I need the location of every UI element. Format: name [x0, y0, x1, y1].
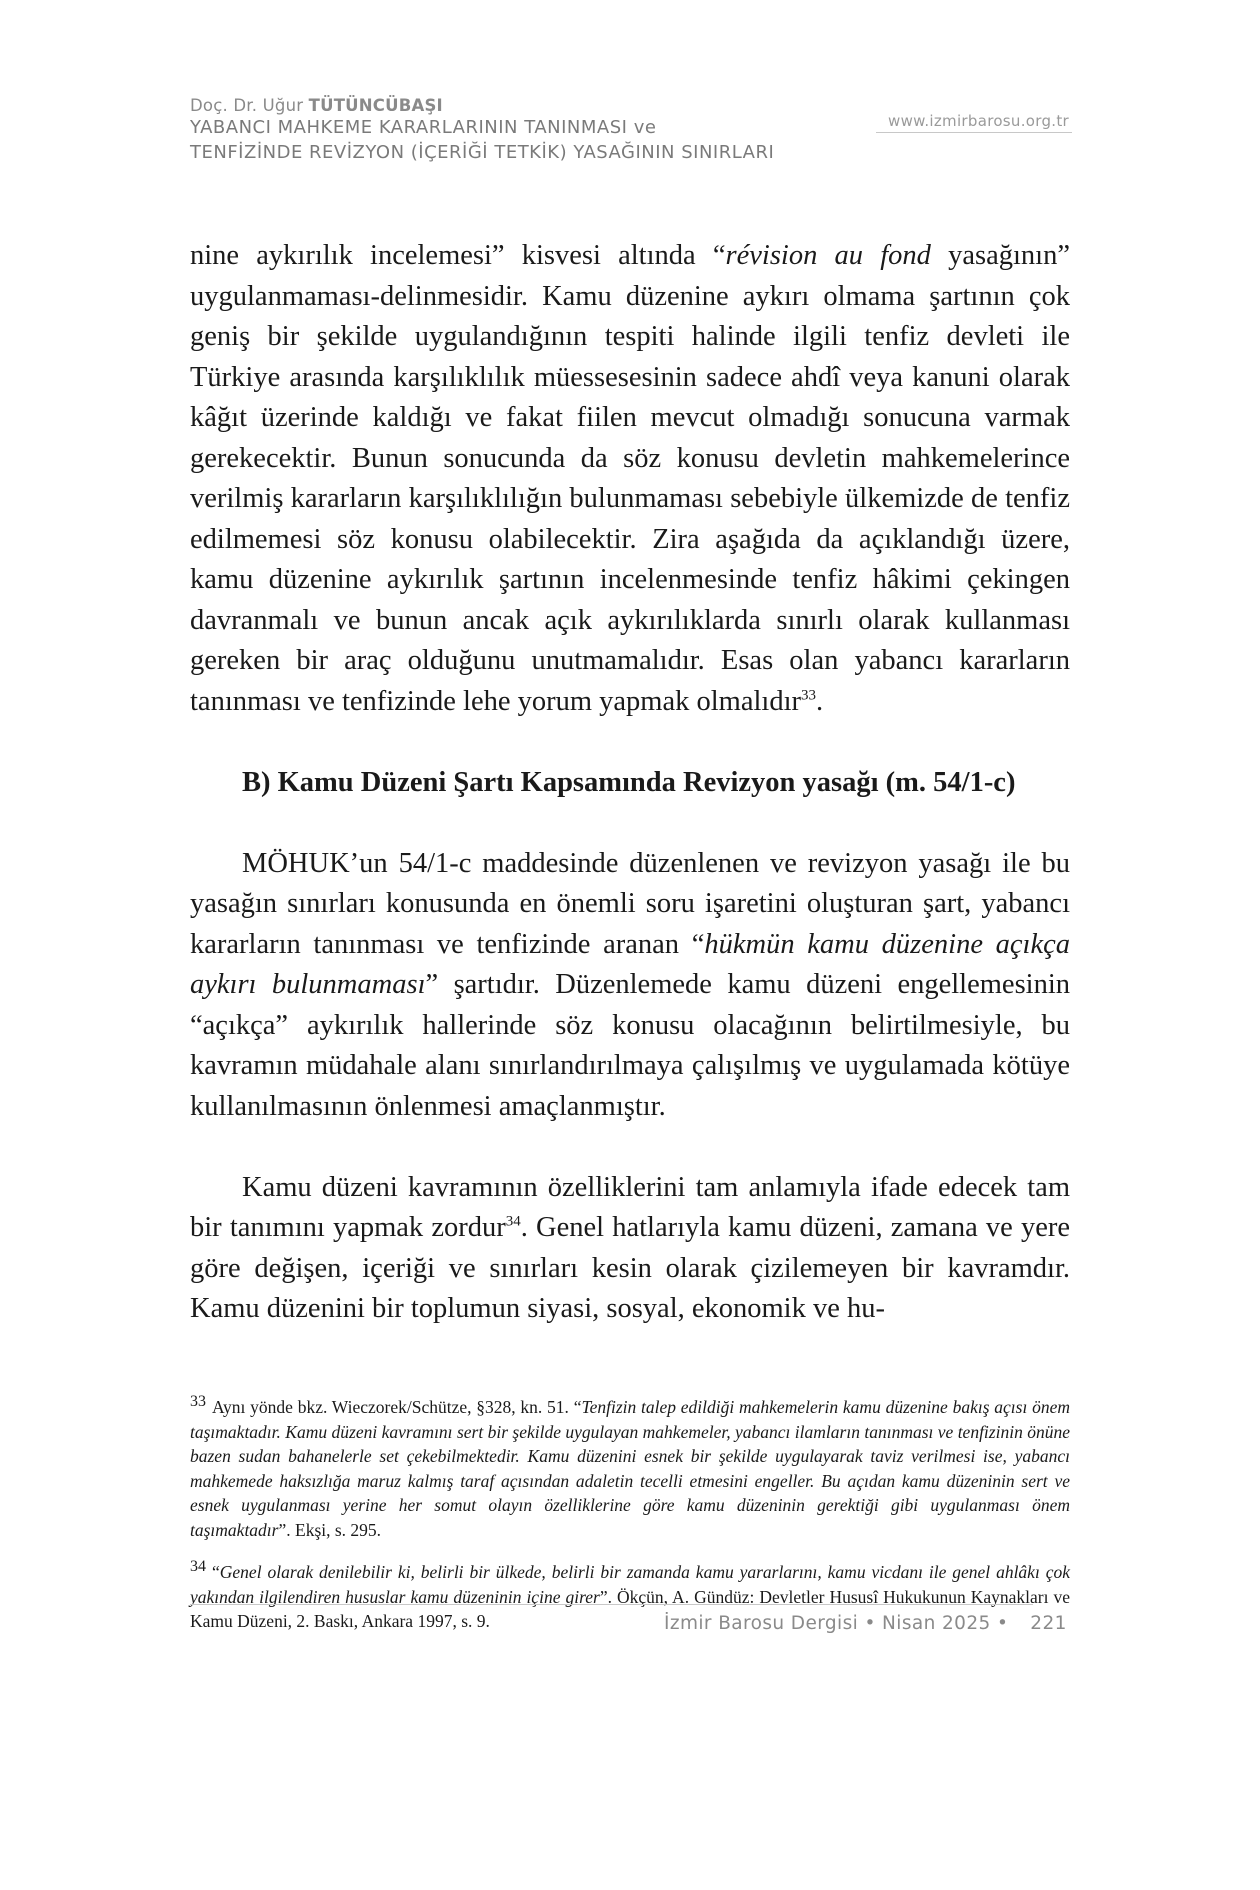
main-text: [190, 236, 1070, 1330]
header-divider: [876, 132, 1072, 133]
paragraph-1-text-a: nine aykırılık incelemesi” kisvesi altında “: [190, 240, 726, 271]
paragraph-2-text-a: MÖHUK’un 54/1-c maddesinde düzenlenen ve revizyon yasağı ile bu yasağın sınırları konusunda en önemli soru işaretini oluşturan şart, yabancı kararların tanınması ve tenfizinde aranan “: [190, 847, 1070, 960]
footer-divider: [190, 1604, 1033, 1605]
footnote-33: [190, 1395, 1070, 1542]
footnote-text: [190, 1395, 1070, 1542]
author-surname: TÜTÜNCÜBAŞI: [308, 96, 443, 115]
footnote-33-text-b: ”. Ekşi, s. 295.: [278, 1519, 382, 1540]
paragraph-1-text-b: yasağının” uygulanmaması-delinmesidir. Kamu düzenine aykırı olmama şartının çok geniş bir şekilde uygulandığının tespiti halinde ilgili tenfiz devleti ile Türkiye arasında karşılıklılık müessesesinin sadece ahdî veya kanuni olarak kâğıt üzerinde kaldığı ve fakat fiilen mevcut olmadığı sonucuna varmak gerekecektir. Bunun sonucunda da söz konusu devletin mahkemelerince verilmiş kararların karşılıklılığın bulunmaması sebebiyle ülkemizde de tenfiz edilmemesi söz konusu olabilecektir. Zira aşağıda da açıklandığı üzere, kamu düzenine aykırılık şartının incelenmesinde tenfiz hâkimi çekingen davranmalı ve bunun ancak açık aykırılıklarda sınırlı olarak kullanması gereken bir araç olduğunu unutmamalıdır. Esas olan yabancı kararların tanınması ve tenfizinde lehe yorum yapmak olmalıdır: [190, 240, 1070, 717]
paragraph-3-text-b: . Genel hatlarıyla kamu düzeni, zamana ve yere göre değişen, içeriği ve sınırları kesin olarak çizilemeyen bir kavramdır. Kamu düzenini bir toplumun siyasi, sosyal, ekonomik ve hu-: [190, 1212, 1071, 1324]
footnote-number: 34: [190, 1558, 206, 1575]
paragraph-1-italic: révision au fond: [725, 240, 931, 271]
paragraph-3-text-a: Kamu düzeni kavramının özelliklerini tam anlamıyla ifade edecek tam bir tanımını yapmak zordur: [190, 1171, 1070, 1243]
paragraph-2-text-b: ” şartıdır. Düzenlemede kamu düzeni engellemesinin “açıkça” aykırılık hallerinde söz konusu olacağının belirtilmesiyle, bu kavramın müdahale alanı sınırlandırılmaya çalışılmış ve uygulamada kötüye kullanılmasının önlenmesi amaçlanmıştır.: [190, 969, 1070, 1122]
running-header: [190, 96, 1070, 165]
paragraph-1: [190, 236, 1070, 722]
footnote-ref-34[interactable]: 34: [505, 1213, 521, 1230]
spacer: [190, 803, 1070, 844]
article-title-line-1: YABANCI MAHKEME KARARLARININ TANINMASI ve: [190, 117, 657, 138]
running-footer: [664, 1613, 1070, 1634]
article-title-line-2: TENFİZİNDE REVİZYON (İÇERİĞİ TETKİK) YASAĞININ SINIRLARI: [190, 142, 775, 163]
website-link[interactable]: www.izmirbarosu.org.tr: [888, 112, 1070, 130]
footnote-34-text-a: “: [212, 1562, 220, 1582]
footnote-33-text-a: Aynı yönde bkz. Wieczorek/Schütze, §328, kn. 51. “: [212, 1397, 582, 1417]
spacer: [190, 1127, 1070, 1168]
footnote-34-quote: Genel olarak denilebilir ki, belirli bir ülkede, belirli bir zamanda kamu yararlarını, kamu vicdanı ile genel ahlâkı çok yakından ilgilendiren hususlar kamu düzeninin içine girer: [190, 1562, 1070, 1607]
paragraph-3: [190, 1168, 1070, 1330]
footnote-ref-33[interactable]: 33: [800, 687, 816, 703]
section-heading: B) Kamu Düzeni Şartı Kapsamında Revizyon yasağı (m. 54/1-c): [242, 766, 1016, 798]
footnote-33-quote: Tenfizin talep edildiği mahkemelerin kamu düzenine bakış açısı önem taşımaktadır. Kamu düzeni kavramını sert bir şekilde uygulayan mahkemeler, yabancı ilamların tanınması ve tenfizinin önüne bazen sudan bahanelerle set çekebilmektedir. Kamu düzenini esnek bir şekilde uygulayarak taviz verilmesi ise, yabancı mahkemede haksızlığa maruz kalmış taraf açısından adaletin tecelli etmesini engeller. Bu açıdan kamu düzeninin sert ve esnek uygulanması yerine her somut olayın özelliklerine göre kamu düzeninin gerektiği gibi uygulanması önem taşımaktadır: [190, 1397, 1070, 1540]
footnote-34-text-b: ”. Ökçün, A. Gündüz: Devletler Hususî Hukukunun Kaynakları ve Kamu Düzeni, 2. Baskı, Ankara 1997, s. 9.: [190, 1586, 1071, 1631]
author-prefix: Doç. Dr. Uğur: [190, 96, 309, 115]
paragraph-2: [190, 844, 1070, 1128]
spacer: [190, 722, 1070, 763]
paragraph-2-italic: hükmün kamu düzenine açıkça aykırı bulunmaması: [190, 928, 1071, 1000]
footnote-number: 33: [190, 1393, 206, 1410]
journal-name: İzmir Barosu Dergisi • Nisan 2025 •: [664, 1613, 1009, 1634]
page-number: 221: [1030, 1613, 1067, 1634]
paragraph-1-text-c: .: [815, 685, 824, 717]
